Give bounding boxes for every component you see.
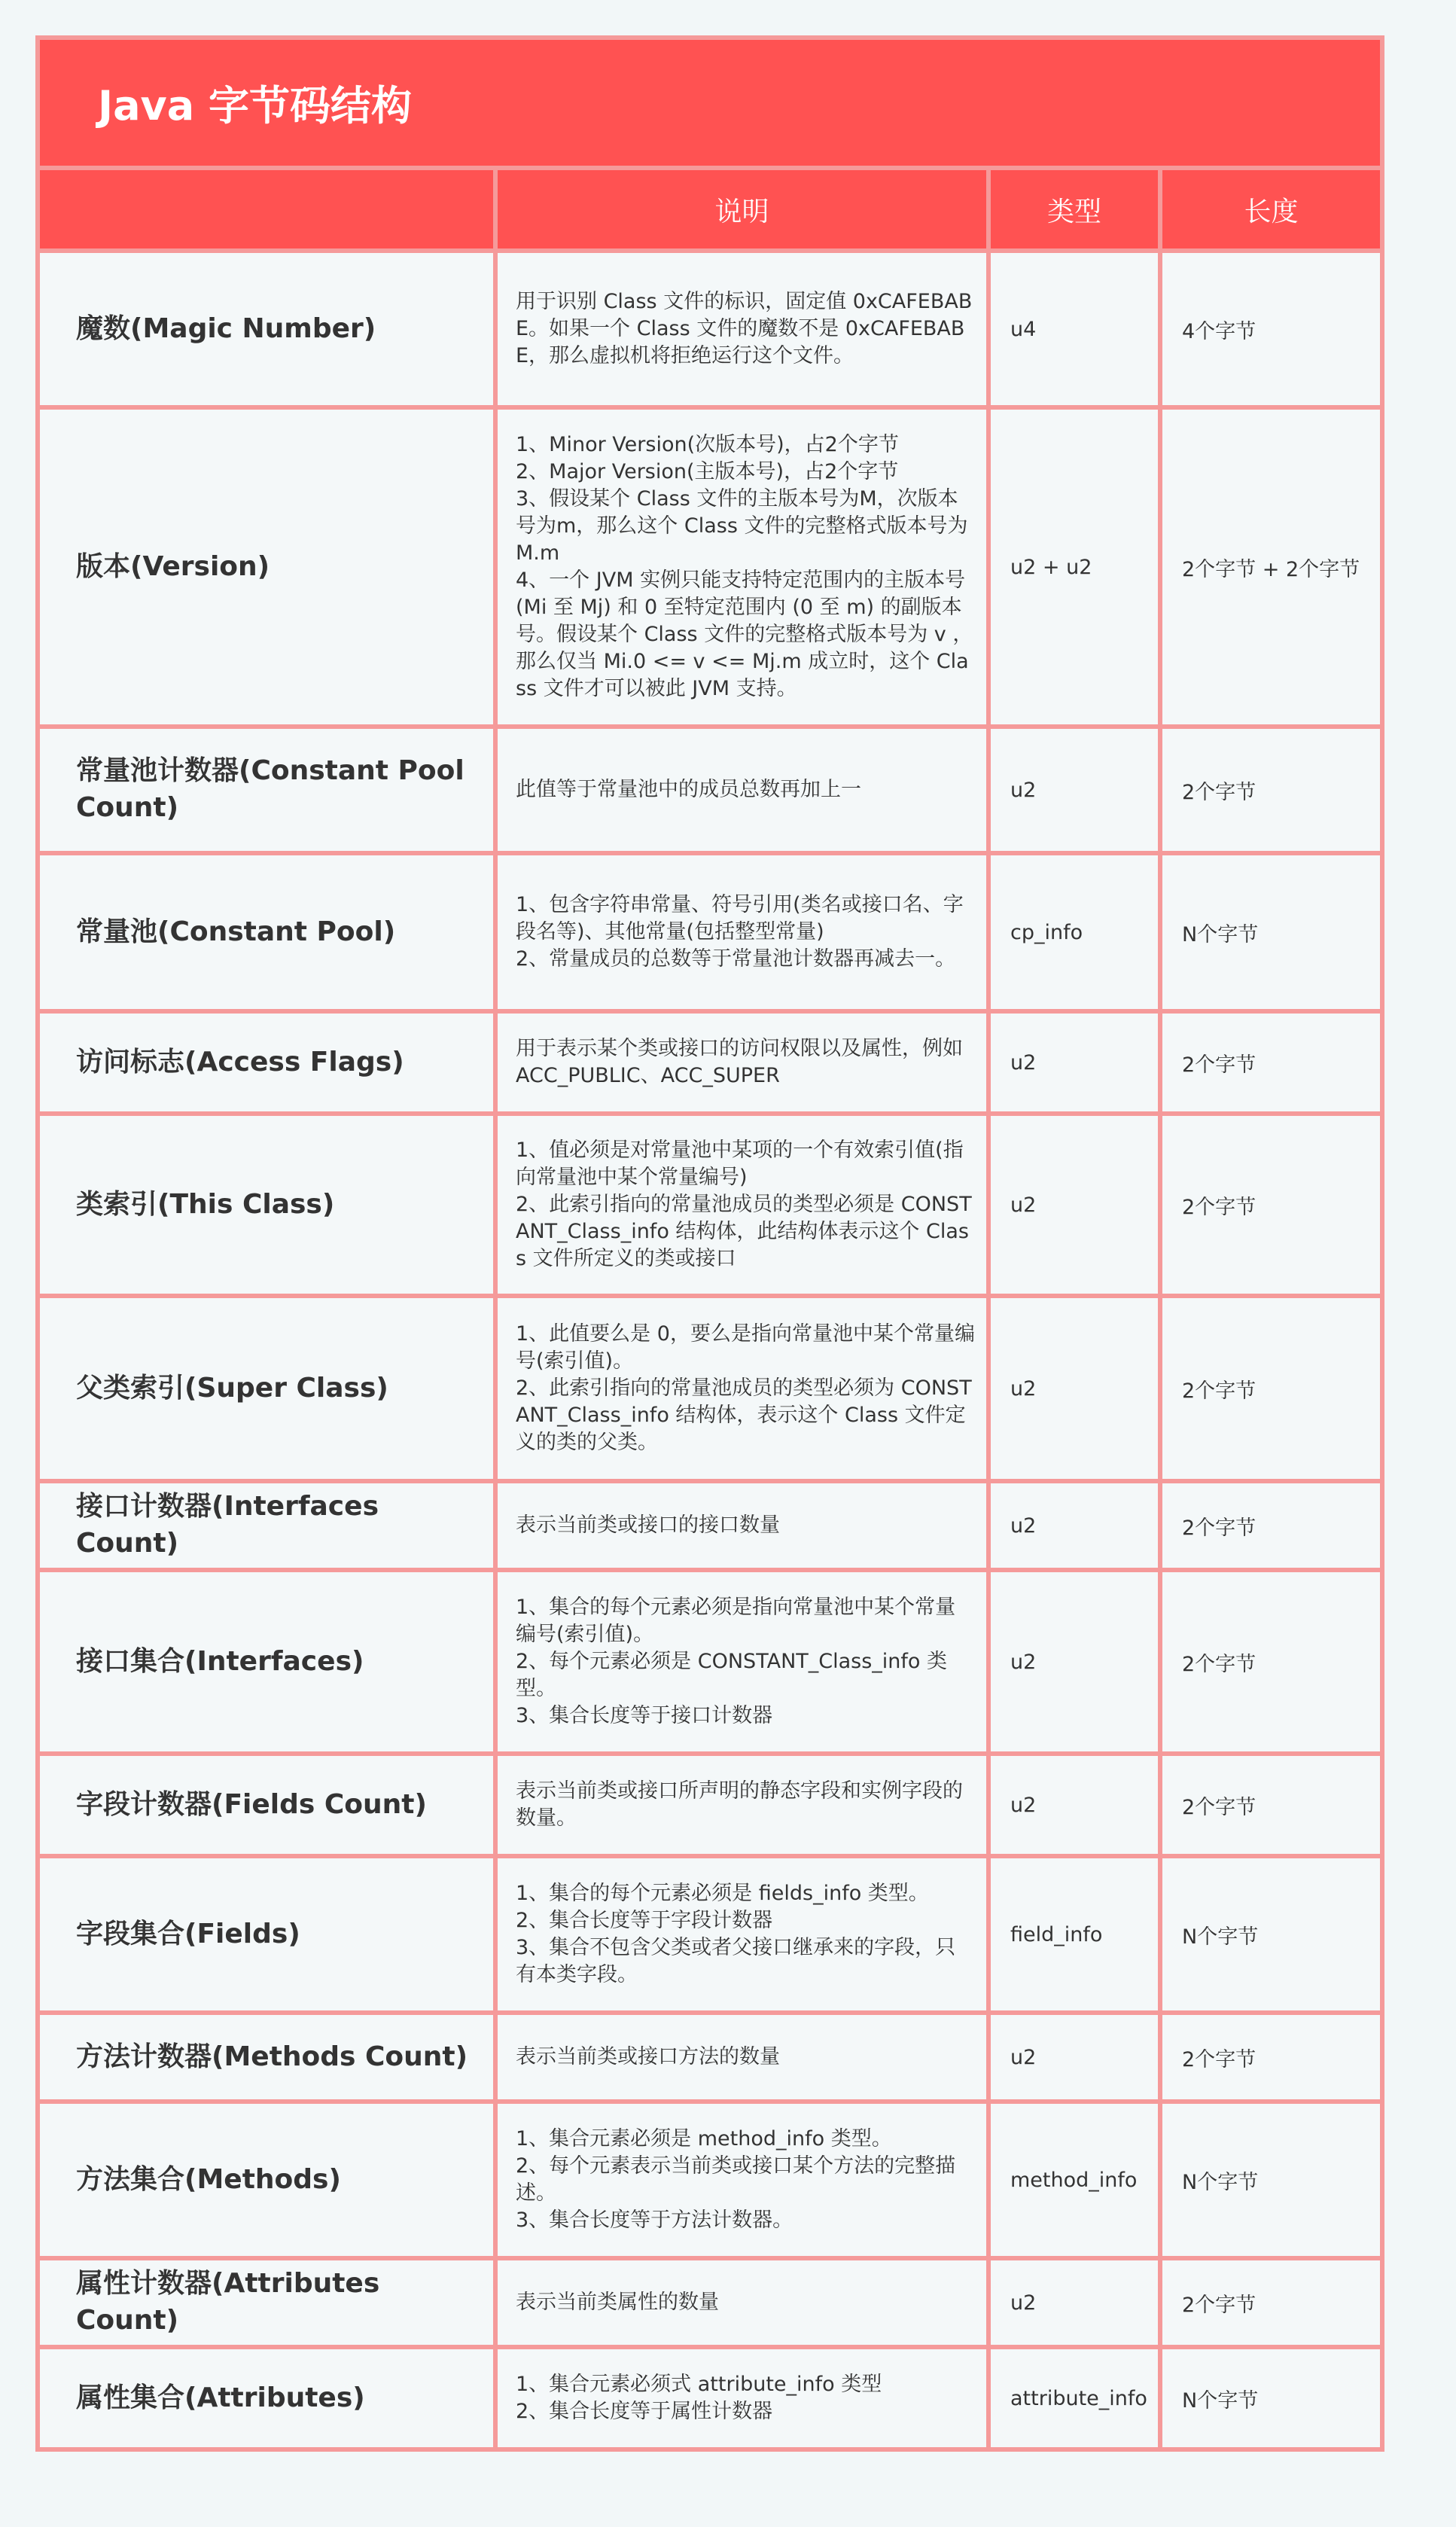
table-row bbox=[38, 1856, 1382, 2013]
row-type-cell: cp_info bbox=[988, 853, 1160, 1011]
row-name-cell: 版本(Version) bbox=[38, 407, 495, 727]
row-length-cell: N个字节 bbox=[1160, 2102, 1382, 2258]
row-name-cell: 属性集合(Attributes) bbox=[38, 2347, 495, 2449]
row-description-cell: 1、集合元素必须式 attribute_info 类型 2、集合长度等于属性计数器 bbox=[495, 2347, 988, 2449]
table-row bbox=[38, 727, 1382, 853]
row-length-cell: 2个字节 bbox=[1160, 1011, 1382, 1114]
row-length-cell: 2个字节 bbox=[1160, 1114, 1382, 1296]
table-row bbox=[38, 1011, 1382, 1114]
table-row bbox=[38, 2347, 1382, 2449]
row-length-cell: N个字节 bbox=[1160, 1856, 1382, 2013]
column-header-row bbox=[38, 168, 1382, 251]
table-row bbox=[38, 407, 1382, 727]
row-length-cell: 2个字节 bbox=[1160, 727, 1382, 853]
row-length-cell: 2个字节 + 2个字节 bbox=[1160, 407, 1382, 727]
row-type-cell: u2 + u2 bbox=[988, 407, 1160, 727]
row-type-cell: field_info bbox=[988, 1856, 1160, 2013]
row-name-cell: 访问标志(Access Flags) bbox=[38, 1011, 495, 1114]
column-header-description: 说明 bbox=[495, 168, 988, 251]
column-header-name bbox=[38, 168, 495, 251]
row-name-cell: 类索引(This Class) bbox=[38, 1114, 495, 1296]
row-length-cell: 2个字节 bbox=[1160, 1570, 1382, 1754]
column-header-type: 类型 bbox=[988, 168, 1160, 251]
row-description-cell: 表示当前类或接口所声明的静态字段和实例字段的数量。 bbox=[495, 1754, 988, 1856]
row-description-cell: 表示当前类属性的数量 bbox=[495, 2258, 988, 2347]
row-description-cell: 1、集合元素必须是 method_info 类型。 2、每个元素表示当前类或接口某个方法的完整描述。 3、集合长度等于方法计数器。 bbox=[495, 2102, 988, 2258]
row-name-cell: 接口集合(Interfaces) bbox=[38, 1570, 495, 1754]
row-description-cell: 表示当前类或接口方法的数量 bbox=[495, 2013, 988, 2102]
row-description-cell: 1、包含字符串常量、符号引用(类名或接口名、字段名等)、其他常量(包括整型常量) 2、常量成员的总数等于常量池计数器再减去一。 bbox=[495, 853, 988, 1011]
row-name-cell: 接口计数器(Interfaces Count) bbox=[38, 1481, 495, 1570]
row-type-cell: u2 bbox=[988, 1570, 1160, 1754]
row-type-cell: u2 bbox=[988, 1011, 1160, 1114]
row-description-cell: 1、集合的每个元素必须是 fields_info 类型。 2、集合长度等于字段计数器 3、集合不包含父类或者父接口继承来的字段，只有本类字段。 bbox=[495, 1856, 988, 2013]
row-description-cell: 表示当前类或接口的接口数量 bbox=[495, 1481, 988, 1570]
table-body bbox=[38, 251, 1382, 2449]
row-length-cell: 2个字节 bbox=[1160, 2258, 1382, 2347]
row-length-cell: N个字节 bbox=[1160, 2347, 1382, 2449]
row-type-cell: u2 bbox=[988, 1114, 1160, 1296]
table-row bbox=[38, 1114, 1382, 1296]
row-type-cell: u2 bbox=[988, 727, 1160, 853]
row-name-cell: 常量池计数器(Constant Pool Count) bbox=[38, 727, 495, 853]
row-type-cell: method_info bbox=[988, 2102, 1160, 2258]
row-type-cell: attribute_info bbox=[988, 2347, 1160, 2449]
table-row bbox=[38, 251, 1382, 407]
row-description-cell: 用于表示某个类或接口的访问权限以及属性，例如 ACC_PUBLIC、ACC_SUPER bbox=[495, 1011, 988, 1114]
table-row bbox=[38, 853, 1382, 1011]
bytecode-structure-table bbox=[35, 35, 1384, 2452]
row-name-cell: 父类索引(Super Class) bbox=[38, 1296, 495, 1481]
row-description-cell: 1、集合的每个元素必须是指向常量池中某个常量编号(索引值)。 2、每个元素必须是 CONSTANT_Class_info 类型。 3、集合长度等于接口计数器 bbox=[495, 1570, 988, 1754]
row-description-cell: 此值等于常量池中的成员总数再加上一 bbox=[495, 727, 988, 853]
table-row bbox=[38, 2102, 1382, 2258]
table-row bbox=[38, 1296, 1382, 1481]
row-description-cell: 1、Minor Version(次版本号)，占2个字节 2、Major Version(主版本号)，占2个字节 3、假设某个 Class 文件的主版本号为M，次版本号为m，那么这个 Class 文件的完整格式版本号为 M.m 4、一个 JVM 实例只能支持特定范围内的主版本号(Mi 至 Mj) 和 0 至特定范围内 (0 至 m) 的副版本号。假设某个 Class 文件的完整格式版本号为 v ，那么仅当 Mi.0 <= v <= Mj.m 成立时，这个 Class 文件才可以被此 JVM 支持。 bbox=[495, 407, 988, 727]
row-description-cell: 1、值必须是对常量池中某项的一个有效索引值(指向常量池中某个常量编号) 2、此索引指向的常量池成员的类型必须是 CONSTANT_Class_info 结构体，此结构体表示这个 Class 文件所定义的类或接口 bbox=[495, 1114, 988, 1296]
table-row bbox=[38, 1754, 1382, 1856]
row-length-cell: N个字节 bbox=[1160, 853, 1382, 1011]
table-row bbox=[38, 1481, 1382, 1570]
row-name-cell: 方法计数器(Methods Count) bbox=[38, 2013, 495, 2102]
row-length-cell: 2个字节 bbox=[1160, 1296, 1382, 1481]
row-length-cell: 4个字节 bbox=[1160, 251, 1382, 407]
table-row bbox=[38, 2258, 1382, 2347]
row-length-cell: 2个字节 bbox=[1160, 1754, 1382, 1856]
row-name-cell: 属性计数器(Attributes Count) bbox=[38, 2258, 495, 2347]
row-name-cell: 字段计数器(Fields Count) bbox=[38, 1754, 495, 1856]
row-type-cell: u2 bbox=[988, 1296, 1160, 1481]
row-description-cell: 用于识别 Class 文件的标识，固定值 0xCAFEBABE。如果一个 Class 文件的魔数不是 0xCAFEBABE，那么虚拟机将拒绝运行这个文件。 bbox=[495, 251, 988, 407]
column-header-length: 长度 bbox=[1160, 168, 1382, 251]
row-name-cell: 常量池(Constant Pool) bbox=[38, 853, 495, 1011]
row-type-cell: u2 bbox=[988, 2013, 1160, 2102]
row-name-cell: 方法集合(Methods) bbox=[38, 2102, 495, 2258]
table-row bbox=[38, 1570, 1382, 1754]
table-title: Java 字节码结构 bbox=[38, 38, 1382, 168]
row-type-cell: u2 bbox=[988, 2258, 1160, 2347]
row-type-cell: u2 bbox=[988, 1481, 1160, 1570]
table-row bbox=[38, 2013, 1382, 2102]
row-type-cell: u2 bbox=[988, 1754, 1160, 1856]
row-type-cell: u4 bbox=[988, 251, 1160, 407]
row-name-cell: 字段集合(Fields) bbox=[38, 1856, 495, 2013]
row-length-cell: 2个字节 bbox=[1160, 2013, 1382, 2102]
row-name-cell: 魔数(Magic Number) bbox=[38, 251, 495, 407]
row-length-cell: 2个字节 bbox=[1160, 1481, 1382, 1570]
row-description-cell: 1、此值要么是 0，要么是指向常量池中某个常量编号(索引值)。 2、此索引指向的常量池成员的类型必须为 CONSTANT_Class_info 结构体，表示这个 Class 文件定义的类的父类。 bbox=[495, 1296, 988, 1481]
